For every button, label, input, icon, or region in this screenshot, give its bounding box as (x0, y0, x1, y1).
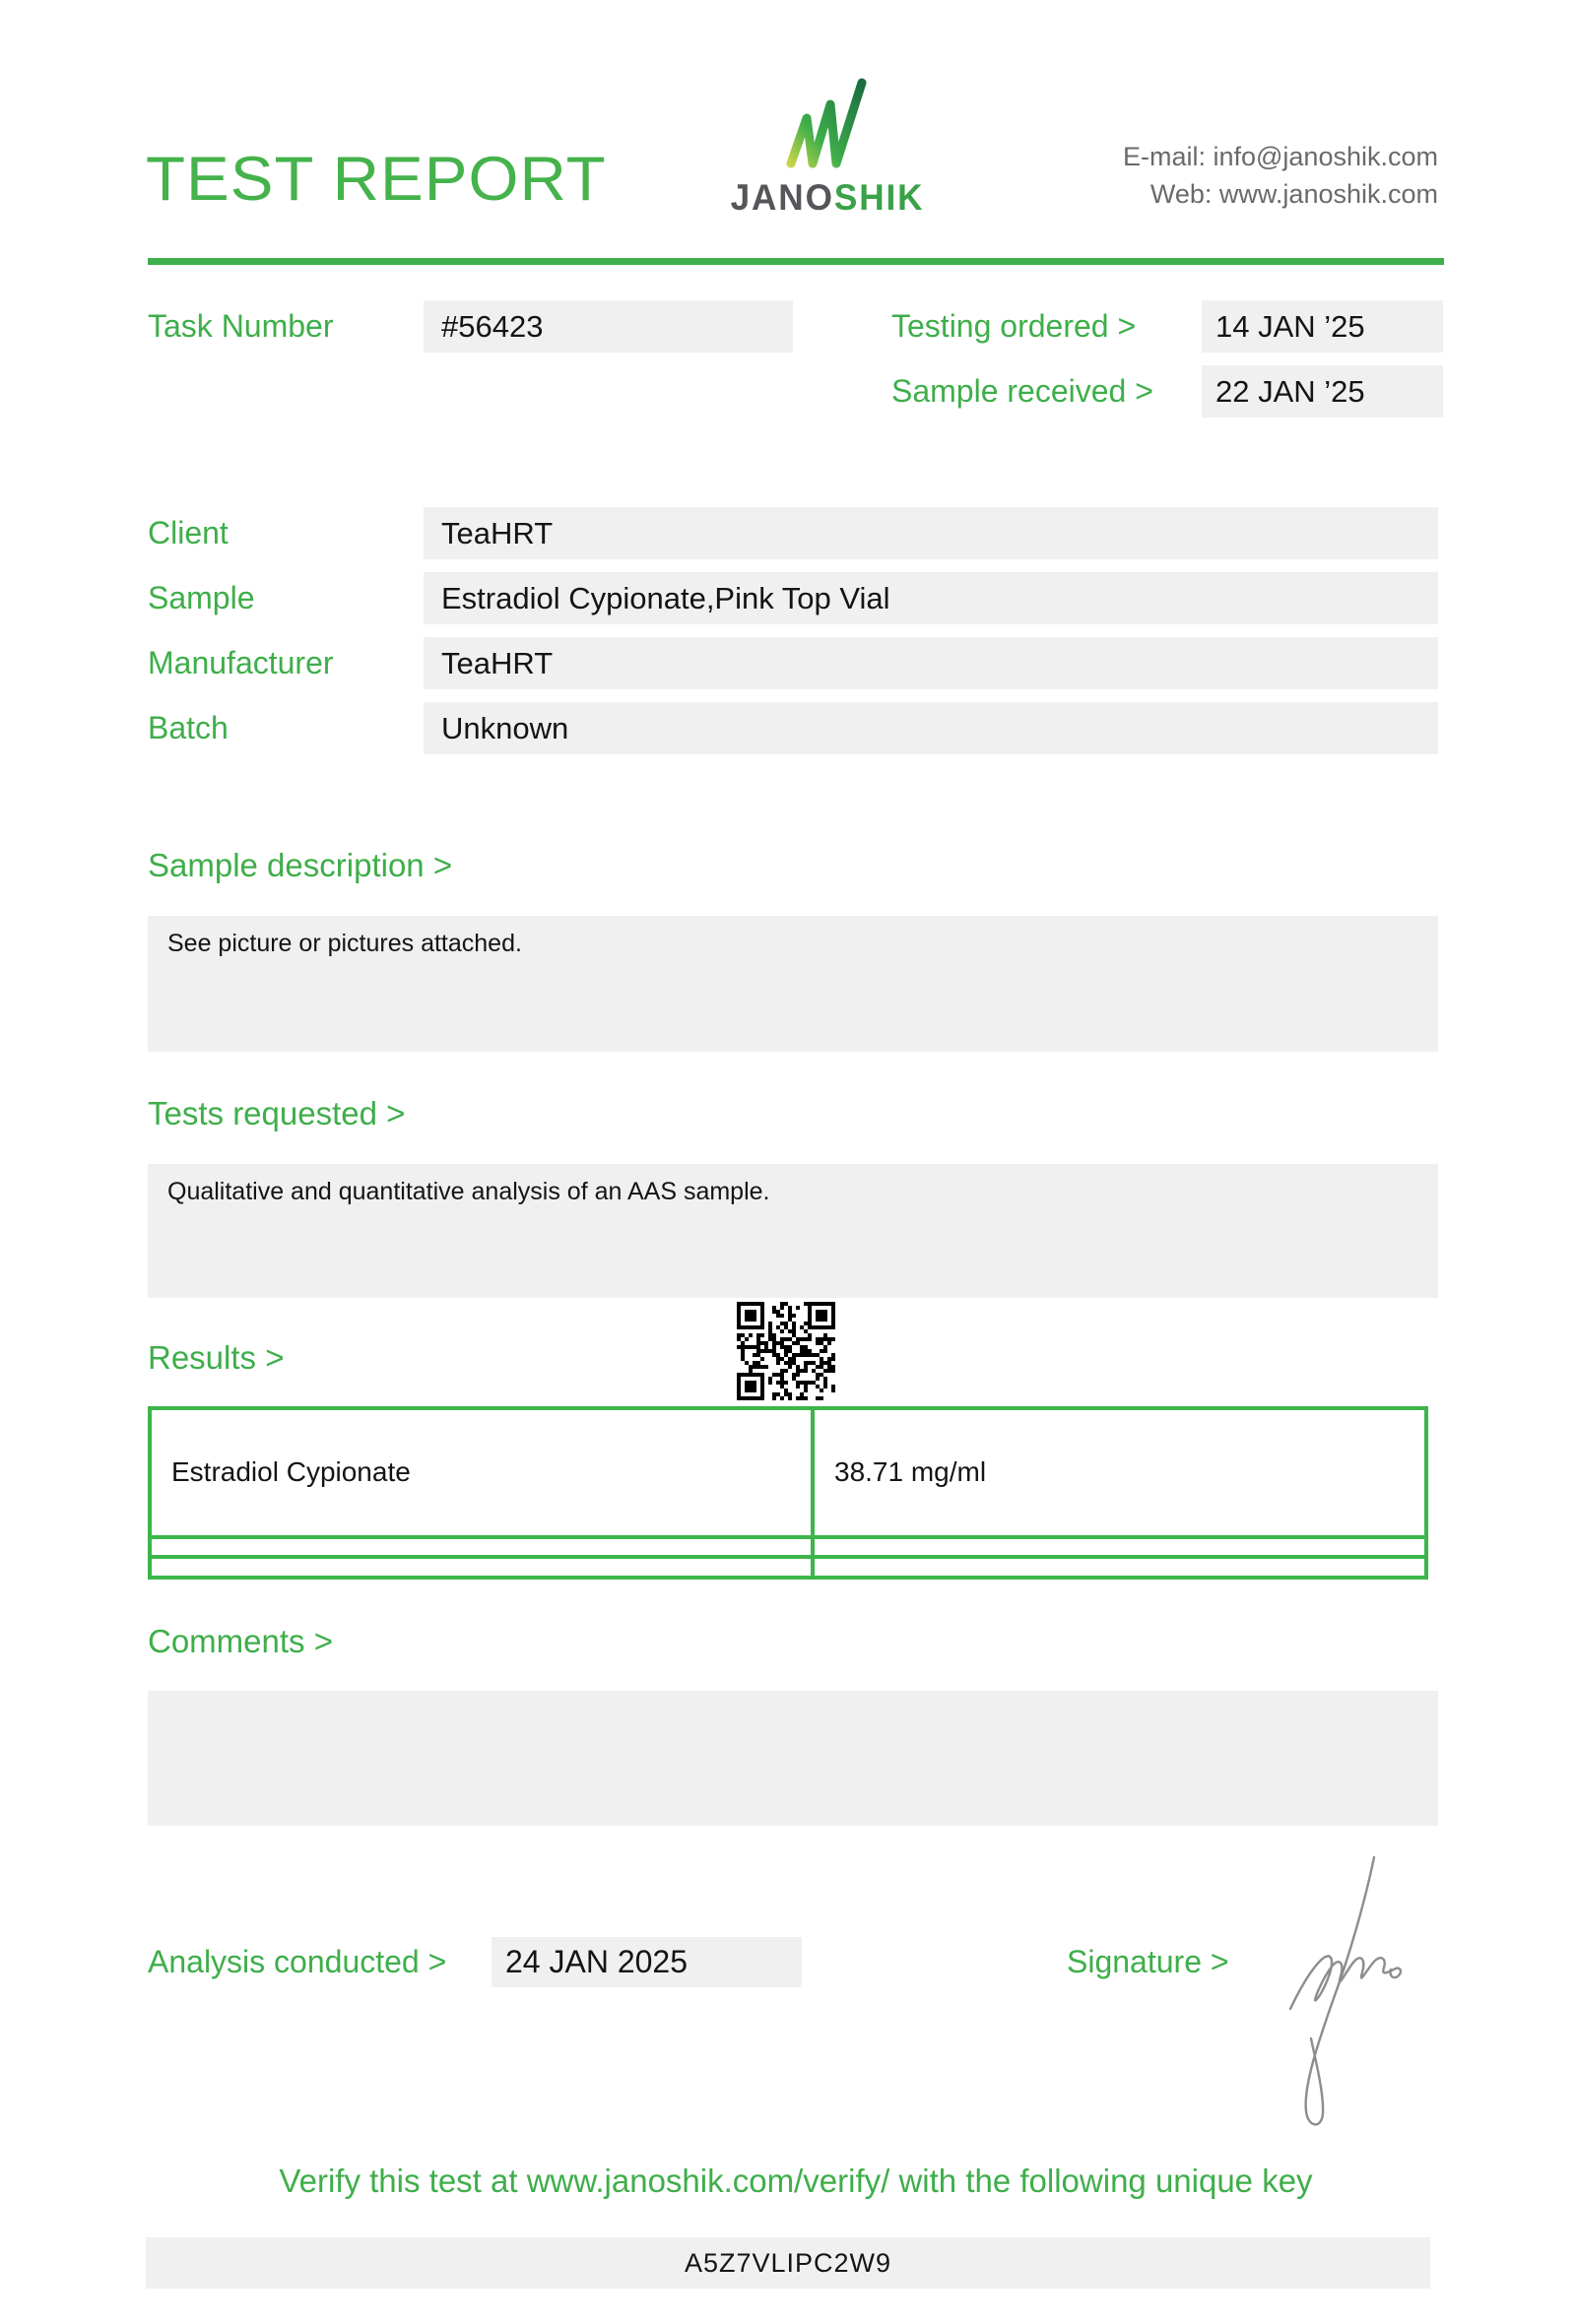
contact-info (1123, 138, 1438, 213)
tests-requested-heading: Tests requested > (148, 1095, 406, 1131)
page-title: TEST REPORT (146, 145, 607, 214)
client-label: Client (148, 515, 229, 550)
result-value: 38.71 mg/ml (813, 1408, 1426, 1537)
analysis-conducted-label: Analysis conducted > (148, 1944, 447, 1979)
table-row (150, 1537, 1426, 1558)
result-analyte (150, 1557, 813, 1578)
logo-wordmark (729, 177, 926, 219)
task-number-label: Task Number (148, 308, 334, 344)
manufacturer-value: TeaHRT (424, 637, 1438, 689)
header-divider (148, 258, 1444, 265)
sample-description-text: See picture or pictures attached. (167, 930, 522, 957)
client-value: TeaHRT (424, 507, 1438, 559)
comments-box (148, 1691, 1438, 1826)
batch-label: Batch (148, 710, 229, 745)
contact-web: Web: www.janoshik.com (1149, 179, 1438, 209)
signature-label: Signature > (1067, 1944, 1229, 1979)
janoshik-logo (724, 77, 931, 219)
result-value (813, 1557, 1426, 1578)
sample-received-date: 22 JAN ’25 (1202, 365, 1443, 418)
result-value (813, 1537, 1426, 1558)
result-analyte: Estradiol Cypionate (150, 1408, 813, 1537)
analysis-conducted-date: 24 JAN 2025 (492, 1937, 802, 1987)
batch-value: Unknown (424, 702, 1438, 754)
manufacturer-label: Manufacturer (148, 645, 334, 680)
sample-label: Sample (148, 580, 255, 615)
sample-received-label: Sample received > (891, 373, 1153, 409)
verify-instruction: Verify this test at www.janoshik.com/verify/ with the following unique key (279, 2163, 1313, 2199)
tests-requested-box (148, 1164, 1438, 1298)
testing-ordered-label: Testing ordered > (891, 308, 1137, 344)
comments-heading: Comments > (148, 1623, 333, 1659)
unique-key: A5Z7VLIPC2W9 (146, 2237, 1430, 2289)
growth-chart-icon (724, 77, 931, 170)
task-number-value: #56423 (424, 300, 793, 353)
qr-code (737, 1302, 835, 1400)
result-analyte (150, 1537, 813, 1558)
testing-ordered-date: 14 JAN ’25 (1202, 300, 1443, 353)
signature-scribble (1271, 1849, 1418, 2145)
table-row (150, 1408, 1426, 1537)
sample-description-box (148, 916, 1438, 1052)
results-table (148, 1406, 1428, 1580)
results-heading: Results > (148, 1339, 285, 1376)
logo-word-green: SHIK (833, 177, 925, 218)
table-row (150, 1557, 1426, 1578)
sample-description-heading: Sample description > (148, 847, 453, 883)
contact-email: E-mail: info@janoshik.com (1122, 142, 1438, 171)
sample-value: Estradiol Cypionate,Pink Top Vial (424, 572, 1438, 624)
tests-requested-text: Qualitative and quantitative analysis of an AAS sample. (167, 1178, 770, 1205)
logo-word-dark: JANO (730, 177, 834, 218)
